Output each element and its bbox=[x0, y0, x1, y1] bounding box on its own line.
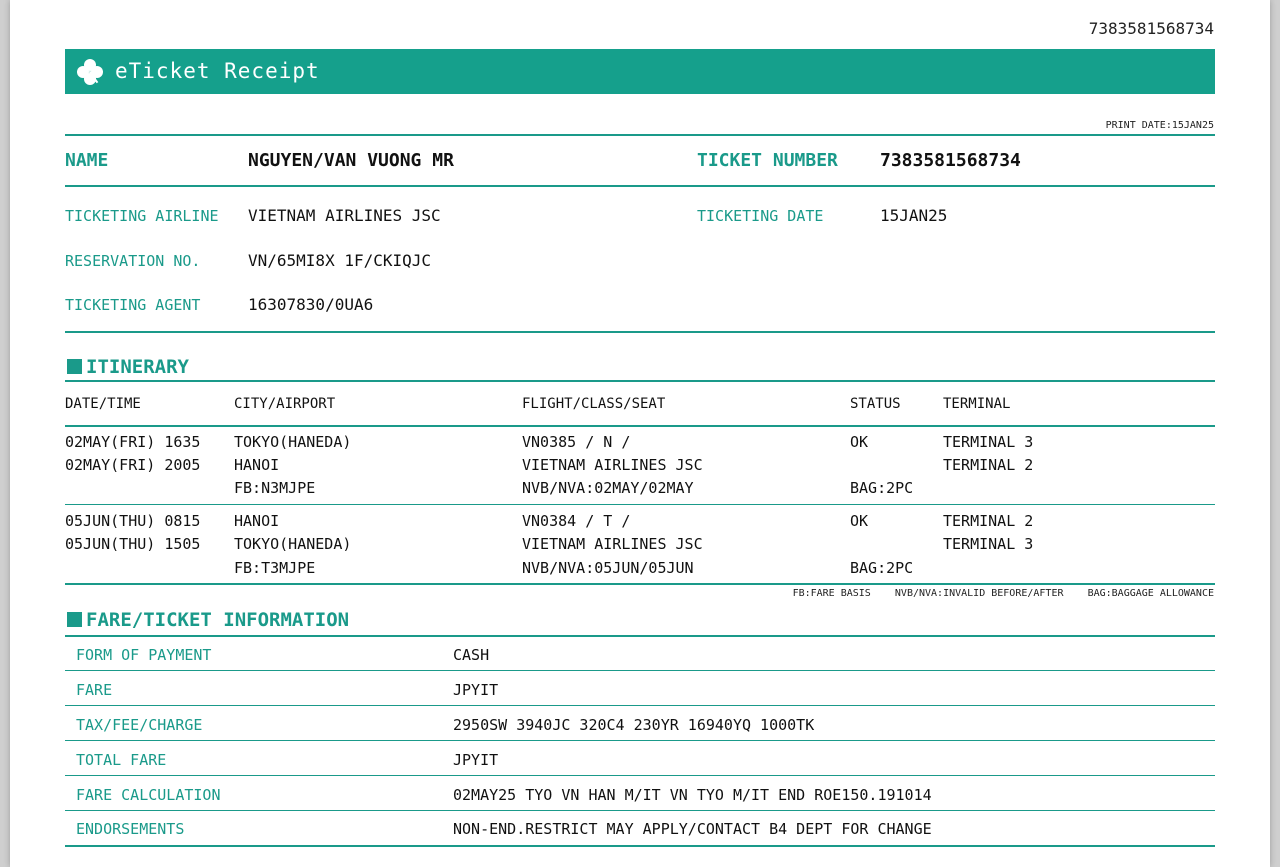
ticketing-agent: 16307830/0UA6 bbox=[248, 295, 374, 314]
flight-class-seat: VN0385 / N / bbox=[522, 433, 631, 451]
ticketing-airline: VIETNAM AIRLINES JSC bbox=[248, 206, 441, 225]
itinerary-legend: FB:FARE BASIS NVB/NVA:INVALID BEFORE/AFTER BAG:BAGGAGE ALLOWANCE bbox=[792, 588, 1214, 599]
departure-time: 02MAY(FRI) 1635 bbox=[65, 433, 201, 451]
divider bbox=[65, 185, 1215, 187]
carrier: VIETNAM AIRLINES JSC bbox=[522, 456, 703, 474]
receipt-page bbox=[10, 0, 1270, 867]
fare-title: FARE/TICKET INFORMATION bbox=[86, 609, 350, 631]
passenger-name: NGUYEN/VAN VUONG MR bbox=[248, 150, 454, 171]
itinerary-title: ITINERARY bbox=[86, 356, 189, 378]
departure-terminal: TERMINAL 2 bbox=[943, 512, 1034, 530]
baggage: BAG:2PC bbox=[850, 559, 914, 577]
ticketing-date: 15JAN25 bbox=[880, 206, 948, 225]
arrival-time: 05JUN(THU) 1505 bbox=[65, 535, 201, 553]
divider bbox=[65, 740, 1215, 741]
validity: NVB/NVA:02MAY/02MAY bbox=[522, 479, 694, 497]
receipt-title: eTicket Receipt bbox=[115, 59, 320, 83]
clover-icon bbox=[75, 57, 105, 87]
divider bbox=[65, 635, 1215, 637]
ticket-number-label: TICKET NUMBER bbox=[697, 150, 838, 171]
divider bbox=[65, 810, 1215, 811]
col-header-terminal: TERMINAL bbox=[943, 396, 1011, 412]
arrival-terminal: TERMINAL 3 bbox=[943, 535, 1034, 553]
arrival-terminal: TERMINAL 2 bbox=[943, 456, 1034, 474]
divider bbox=[65, 670, 1215, 671]
document-number: 7383581568734 bbox=[1088, 19, 1214, 38]
fare-row-value: 2950SW 3940JC 320C4 230YR 16940YQ 1000TK bbox=[453, 716, 815, 734]
fare-row-value: 02MAY25 TYO VN HAN M/IT VN TYO M/IT END ROE150.191014 bbox=[453, 786, 932, 804]
ticketing-agent-label: TICKETING AGENT bbox=[65, 296, 201, 314]
section-marker bbox=[67, 612, 82, 627]
divider bbox=[65, 504, 1215, 505]
fare-row-label: FARE CALCULATION bbox=[76, 786, 221, 804]
fare-basis: FB:T3MJPE bbox=[234, 559, 316, 577]
divider bbox=[65, 705, 1215, 706]
arrival-city: TOKYO(HANEDA) bbox=[234, 535, 352, 553]
fare-row-value: CASH bbox=[453, 646, 490, 664]
arrival-city: HANOI bbox=[234, 456, 280, 474]
divider bbox=[65, 425, 1215, 427]
status: OK bbox=[850, 512, 869, 530]
validity: NVB/NVA:05JUN/05JUN bbox=[522, 559, 694, 577]
title-banner bbox=[65, 49, 1215, 94]
divider bbox=[65, 845, 1215, 847]
ticket-number: 7383581568734 bbox=[880, 150, 1021, 171]
print-date: PRINT DATE:15JAN25 bbox=[1105, 120, 1214, 131]
col-header-status: STATUS bbox=[850, 396, 901, 412]
itinerary-heading bbox=[67, 356, 189, 378]
departure-city: TOKYO(HANEDA) bbox=[234, 433, 352, 451]
divider bbox=[65, 331, 1215, 333]
col-header-flight: FLIGHT/CLASS/SEAT bbox=[522, 396, 666, 412]
reservation-number: VN/65MI8X 1F/CKIQJC bbox=[248, 251, 432, 270]
status: OK bbox=[850, 433, 869, 451]
reservation-label: RESERVATION NO. bbox=[65, 252, 201, 270]
fare-row-value: JPYIT bbox=[453, 751, 499, 769]
departure-terminal: TERMINAL 3 bbox=[943, 433, 1034, 451]
fare-basis: FB:N3MJPE bbox=[234, 479, 316, 497]
divider bbox=[65, 134, 1215, 136]
fare-row-value: JPYIT bbox=[453, 681, 499, 699]
flight-class-seat: VN0384 / T / bbox=[522, 512, 631, 530]
fare-row-value: NON-END.RESTRICT MAY APPLY/CONTACT B4 DEPT FOR CHANGE bbox=[453, 820, 932, 838]
fare-row-label: FARE bbox=[76, 681, 113, 699]
fare-row-label: TOTAL FARE bbox=[76, 751, 167, 769]
fare-row-label: FORM OF PAYMENT bbox=[76, 646, 212, 664]
col-header-datetime: DATE/TIME bbox=[65, 396, 141, 412]
carrier: VIETNAM AIRLINES JSC bbox=[522, 535, 703, 553]
arrival-time: 02MAY(FRI) 2005 bbox=[65, 456, 201, 474]
ticketing-date-label: TICKETING DATE bbox=[697, 207, 824, 225]
baggage: BAG:2PC bbox=[850, 479, 914, 497]
name-label: NAME bbox=[65, 150, 109, 171]
ticketing-airline-label: TICKETING AIRLINE bbox=[65, 207, 219, 225]
divider bbox=[65, 380, 1215, 382]
divider bbox=[65, 583, 1215, 585]
departure-time: 05JUN(THU) 0815 bbox=[65, 512, 201, 530]
fare-row-label: ENDORSEMENTS bbox=[76, 820, 185, 838]
section-marker bbox=[67, 359, 82, 374]
fare-heading bbox=[67, 609, 349, 631]
fare-row-label: TAX/FEE/CHARGE bbox=[76, 716, 203, 734]
col-header-city: CITY/AIRPORT bbox=[234, 396, 336, 412]
departure-city: HANOI bbox=[234, 512, 280, 530]
divider bbox=[65, 775, 1215, 776]
